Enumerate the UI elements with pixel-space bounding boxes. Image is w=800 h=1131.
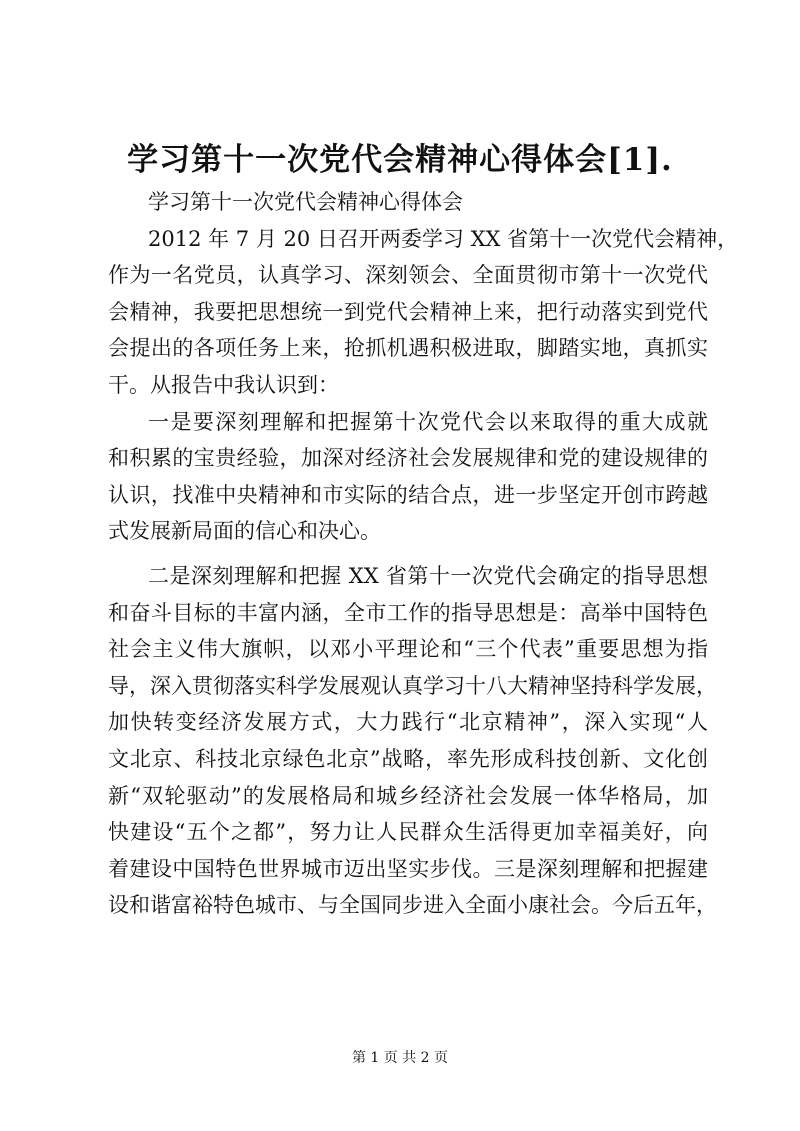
paragraph-line: 文北京、科技北京绿色北京”战略，率先形成科技创新、文化创 <box>108 746 708 771</box>
paragraph-line: 一是要深刻理解和把握第十次党代会以来取得的重大成就 <box>148 409 708 434</box>
paragraph-line: 设和谐富裕特色城市、与全国同步进入全面小康社会。今后五年， <box>108 893 717 918</box>
paragraph-line: 二是深刻理解和把握 XX 省第十一次党代会确定的指导思想 <box>148 563 708 588</box>
paragraph-line: 会提出的各项任务上来，抢抓机遇积极进取，脚踏实地，真抓实 <box>108 336 708 361</box>
paragraph-line: 式发展新局面的信心和决心。 <box>108 519 381 544</box>
paragraph-line: 2012 年 7 月 20 日召开两委学习 XX 省第十一次党代会精神， <box>148 226 739 251</box>
paragraph-line: 社会主义伟大旗帜，以邓小平理论和“三个代表”重要思想为指 <box>108 637 708 662</box>
paragraph-line: 和奋斗目标的丰富内涵，全市工作的指导思想是：高举中国特色 <box>108 600 708 625</box>
paragraph-line: 快建设“五个之都”，努力让人民群众生活得更加幸福美好，向 <box>108 820 708 845</box>
paragraph-line: 干。从报告中我认识到： <box>108 372 339 397</box>
paragraph-line: 认识，找准中央精神和市实际的结合点，进一步坚定开创市跨越 <box>108 482 708 507</box>
subtitle-line: 学习第十一次党代会精神心得体会 <box>148 190 463 214</box>
document-title: 学习第十一次党代会精神心得体会[1]. <box>127 142 673 178</box>
paragraph-line: 加快转变经济发展方式，大力践行“北京精神”，深入实现“人 <box>108 710 708 735</box>
paragraph-line: 和积累的宝贵经验，加深对经济社会发展规律和党的建设规律的 <box>108 446 708 471</box>
paragraph-line: 新“双轮驱动”的发展格局和城乡经济社会发展一体华格局，加 <box>108 783 708 808</box>
page-number-footer: 第 1 页 共 2 页 <box>351 1050 449 1066</box>
paragraph-line: 会精神，我要把思想统一到党代会精神上来，把行动落实到党代 <box>108 299 708 324</box>
paragraph-line: 着建设中国特色世界城市迈出坚实步伐。三是深刻理解和把握建 <box>108 856 708 881</box>
paragraph-line: 作为一名党员，认真学习、深刻领会、全面贯彻市第十一次党代 <box>108 263 708 288</box>
paragraph-line: 导，深入贯彻落实科学发展观认真学习十八大精神坚持科学发展， <box>108 673 717 698</box>
document-body <box>108 184 739 924</box>
